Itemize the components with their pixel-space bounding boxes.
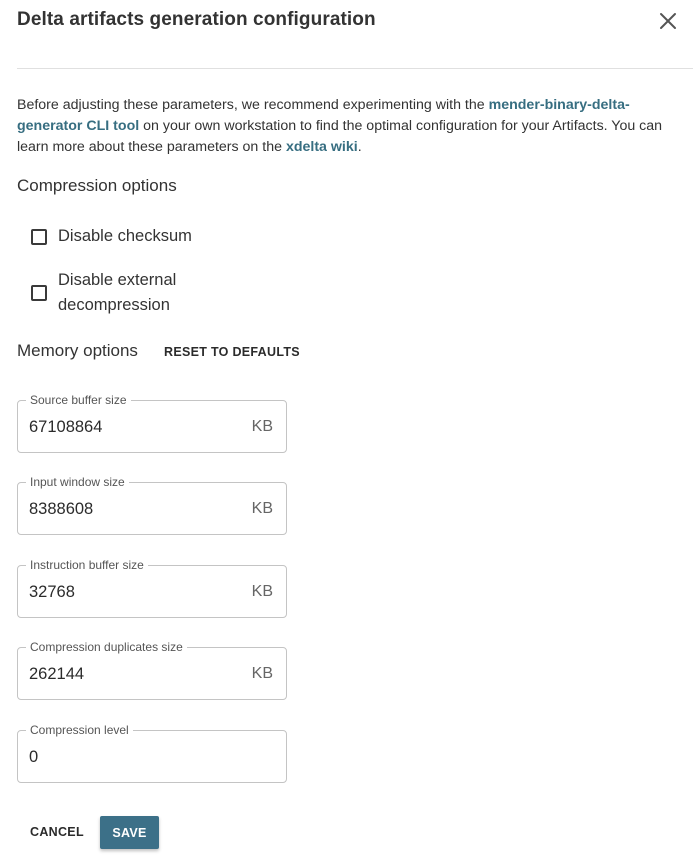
checkbox-unchecked-icon[interactable] xyxy=(31,285,47,301)
instruction-buffer-size-input[interactable] xyxy=(29,583,229,602)
close-icon xyxy=(659,12,677,30)
disable-checksum-label: Disable checksum xyxy=(58,227,192,245)
input-window-size-input[interactable] xyxy=(29,500,229,519)
compression-duplicates-size-label: Compression duplicates size xyxy=(26,640,187,654)
close-button[interactable] xyxy=(656,9,680,33)
source-buffer-size-field xyxy=(17,393,287,453)
intro-text-3: . xyxy=(357,139,362,155)
instruction-buffer-size-field xyxy=(17,558,287,618)
compression-level-input[interactable] xyxy=(29,748,229,767)
source-buffer-size-label: Source buffer size xyxy=(26,393,131,407)
input-window-size-label: Input window size xyxy=(26,475,129,489)
instruction-buffer-size-unit: KB xyxy=(251,583,273,600)
instruction-buffer-size-label: Instruction buffer size xyxy=(26,558,148,572)
disable-checksum-checkbox[interactable] xyxy=(31,224,192,249)
save-button[interactable]: SAVE xyxy=(100,816,159,849)
dialog-title: Delta artifacts generation configuration xyxy=(17,9,376,30)
header-divider xyxy=(17,68,693,69)
input-window-size-field xyxy=(17,475,287,535)
compression-level-field xyxy=(17,723,287,783)
reset-to-defaults-button[interactable]: RESET TO DEFAULTS xyxy=(164,345,300,359)
intro-text-2: on your own workstation to find the optimal configuration for your Artifacts. You can learn more about these parameters on the xyxy=(17,118,663,155)
compression-duplicates-size-input[interactable] xyxy=(29,665,229,684)
compression-options-heading: Compression options xyxy=(17,176,177,195)
disable-external-decompression-label: Disable external decompression xyxy=(58,271,177,314)
source-buffer-size-input[interactable] xyxy=(29,418,229,437)
xdelta-wiki-link[interactable]: xdelta wiki xyxy=(285,139,358,155)
cancel-button[interactable]: CANCEL xyxy=(30,825,84,839)
input-window-size-unit: KB xyxy=(251,500,273,517)
memory-options-heading: Memory options xyxy=(17,341,138,360)
intro-text-1: Before adjusting these parameters, we recommend experimenting with the xyxy=(17,97,489,113)
compression-duplicates-size-unit: KB xyxy=(251,665,273,682)
intro-paragraph xyxy=(17,95,687,158)
compression-duplicates-size-field xyxy=(17,640,287,700)
compression-level-label: Compression level xyxy=(26,723,133,737)
checkbox-unchecked-icon[interactable] xyxy=(31,229,47,245)
disable-external-decompression-checkbox[interactable] xyxy=(31,268,218,318)
source-buffer-size-unit: KB xyxy=(251,418,273,435)
cli-tool-link[interactable]: mender-binary-delta-generator CLI tool xyxy=(17,97,630,134)
